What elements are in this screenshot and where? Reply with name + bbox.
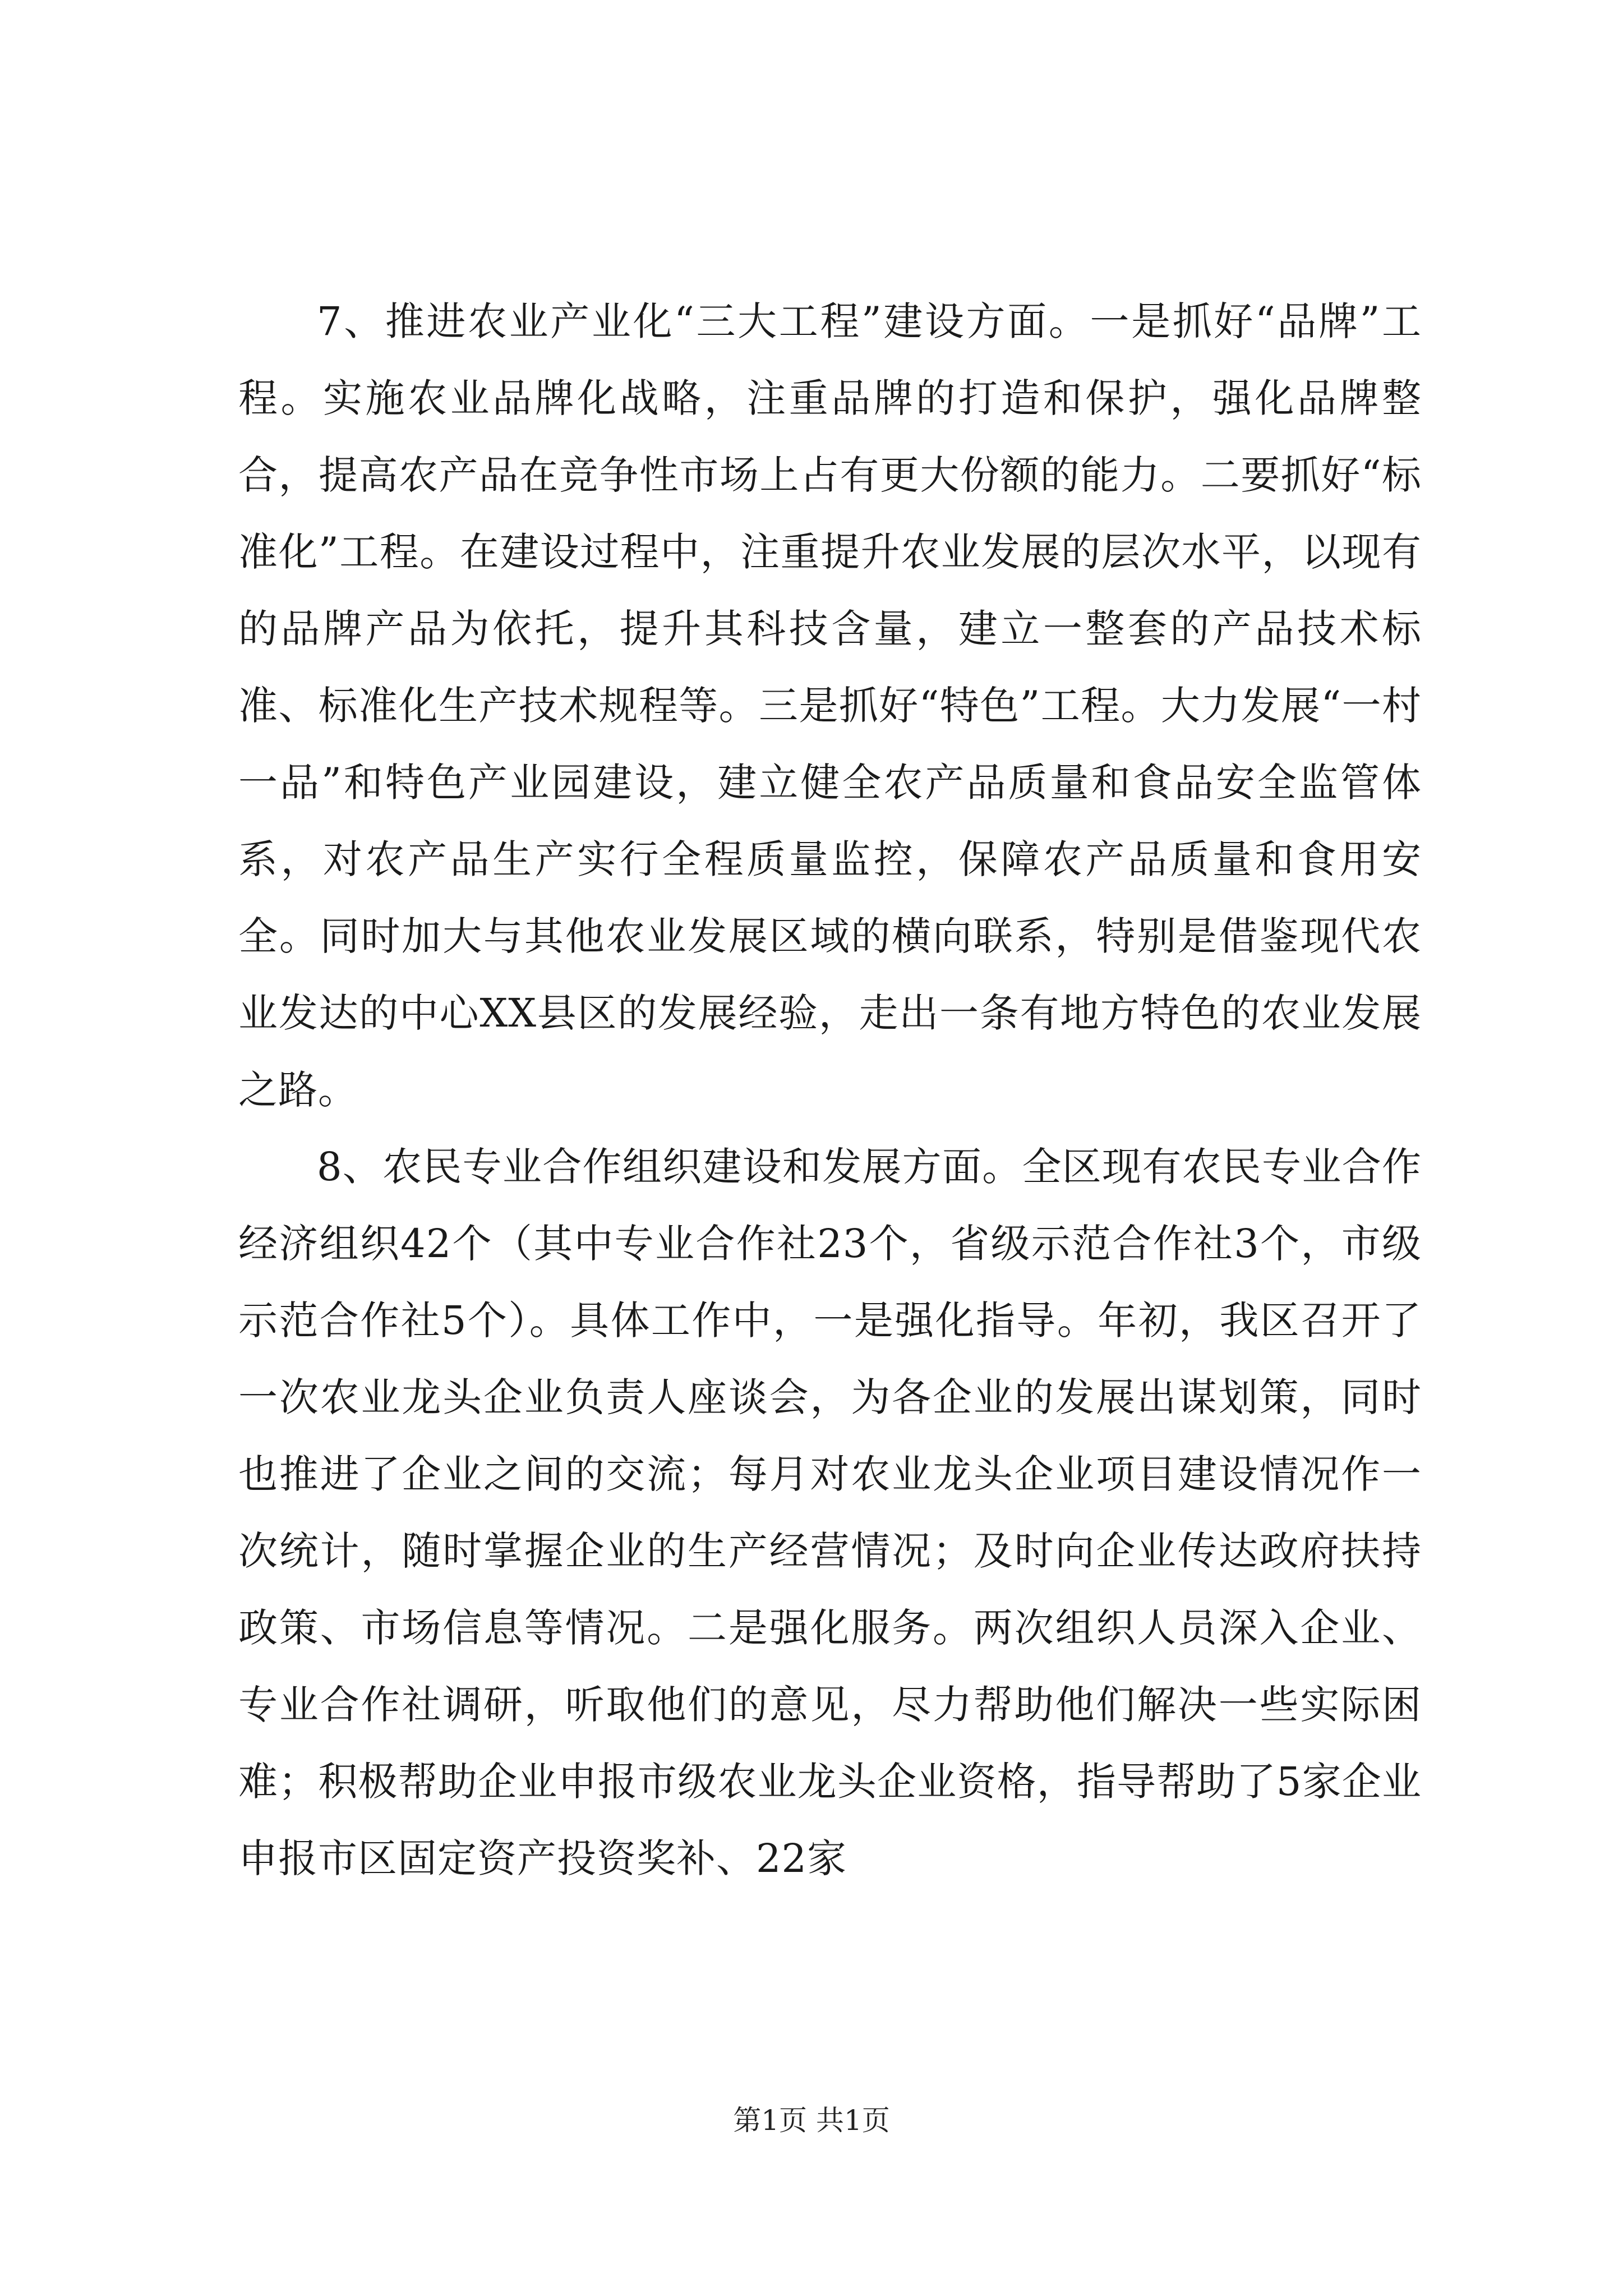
document-body <box>238 283 1422 1897</box>
paragraph-8: 8、农民专业合作组织建设和发展方面。全区现有农民专业合作经济组织42个（其中专业合作社23个，省级示范合作社3个，市级示范合作社5个）。具体工作中，一是强化指导。年初，我区召开了一次农业龙头企业负责人座谈会，为各企业的发展出谋划策，同时也推进了企业之间的交流；每月对农业龙头企业项目建设情况作一次统计，随时掌握企业的生产经营情况；及时向企业传达政府扶持政策、市场信息等情况。二是强化服务。两次组织人员深入企业、专业合作社调研，听取他们的意见，尽力帮助他们解决一些实际困难；积极帮助企业申报市级农业龙头企业资格，指导帮助了5家企业申报市区固定资产投资奖补、22家 <box>238 1144 1422 1881</box>
paragraph-7: 7、推进农业产业化“三大工程”建设方面。一是抓好“品牌”工程。实施农业品牌化战略，注重品牌的打造和保护，强化品牌整合，提高农产品在竞争性市场上占有更大份额的能力。二要抓好“标准化”工程。在建设过程中，注重提升农业发展的层次水平，以现有的品牌产品为依托，提升其科技含量，建立一整套的产品技术标准、标准化生产技术规程等。三是抓好“特色”工程。大力发展“一村一品”和特色产业园建设，建立健全农产品质量和食品安全监管体系，对农产品生产实行全程质量监控，保障农产品质量和食用安全。同时加大与其他农业发展区域的横向联系，特别是借鉴现代农业发达的中心XX县区的发展经验，走出一条有地方特色的农业发展之路。 <box>238 298 1422 1113</box>
page-footer: 第1页 共1页 <box>733 2104 890 2137</box>
